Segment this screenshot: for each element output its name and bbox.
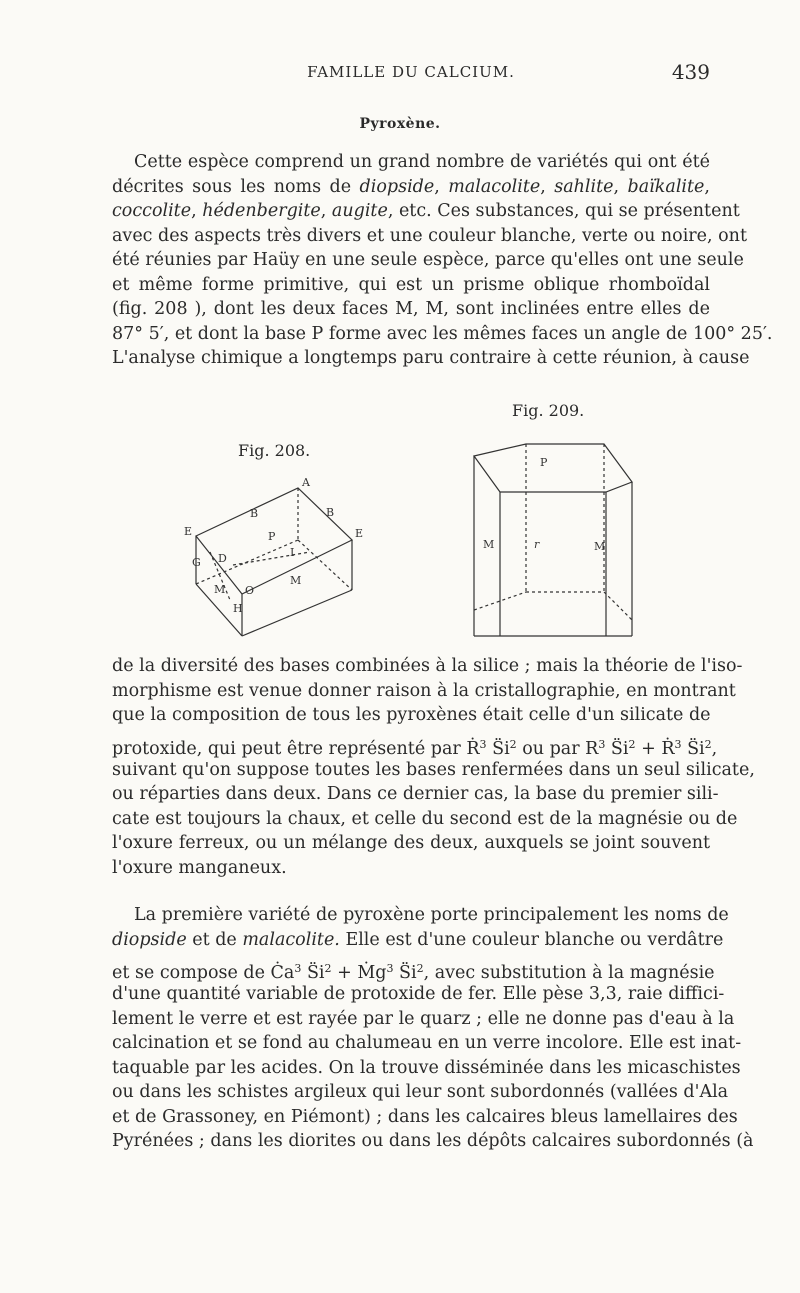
fig208-letter: E [184, 525, 193, 538]
text-line: 87° 5′, et dont la base P forme avec les mêmes faces un angle de 100° 25′. [112, 323, 773, 344]
fig208-letter: O [245, 584, 255, 597]
fig209-letter: r [534, 538, 540, 551]
fig209-letter: M [594, 540, 606, 553]
text-line: et même forme primitive, qui est un prisme oblique rhomboïdal [112, 274, 710, 295]
figure-209-label: Fig. 209. [512, 401, 585, 420]
text-line: et de Grassoney, en Piémont) ; dans les calcaires bleus lamellaires des [112, 1106, 738, 1127]
text-line: L'analyse chimique a longtemps paru contraire à cette réunion, à cause [112, 348, 750, 368]
fig208-letter: M [214, 583, 226, 596]
page-number: 439 [671, 60, 710, 84]
figure-208-drawing [196, 488, 352, 636]
fig209-letter: P [540, 456, 548, 469]
figure-208-label: Fig. 208. [238, 441, 311, 460]
text-line: taquable par les acides. On la trouve disséminée dans les micaschistes [112, 1057, 741, 1078]
text-line: l'oxure manganeux. [112, 857, 287, 878]
text-line: morphisme est venue donner raison à la cristallographie, en montrant [112, 680, 736, 701]
text-line: l'oxure ferreux, ou un mélange des deux, auxquels se joint souvent [112, 833, 710, 853]
paragraph-3 [112, 903, 754, 1154]
fig208-letter: A [302, 476, 310, 489]
text-line: d'une quantité variable de protoxide de fer. Elle pèse 3,3, raie diffici- [112, 984, 725, 1004]
fig208-letter: E [355, 527, 364, 540]
text-line: lement le verre et est rayée par le quarz ; elle ne donne pas d'eau à la [112, 1008, 735, 1029]
paragraph-1 [112, 150, 773, 371]
text-line: (fig. 208 ), dont les deux faces M, M, sont inclinées entre elles de [112, 299, 710, 319]
figure-209-letters [483, 456, 605, 553]
fig208-letter: H [233, 602, 243, 615]
fig209-letter: M [483, 538, 495, 551]
text-line: suivant qu'on suppose toutes les bases renfermées dans un seul silicate, [112, 759, 755, 780]
page-header [112, 60, 710, 86]
formula-line: et se compose de $Ċa^3$ $S̈i^2$ + Ṁg$^3$ $S̈i^2$, avec substitution à la magnésie [112, 962, 715, 983]
fig208-letter: B [326, 506, 335, 519]
formula-line: protoxide, qui peut être représenté par Ṙ$^3$ $S̈i^2$ ou par $R^3$ $S̈i^2$ + Ṙ$^3$ $S̈i^2$, [112, 737, 718, 759]
text-line: cate est toujours la chaux, et celle du second est de la magnésie ou de [112, 808, 738, 829]
fig208-letter: P [268, 530, 276, 543]
text-line: ou dans les schistes argileux qui leur sont subordonnés (vallées d'Ala [112, 1082, 729, 1102]
figure-208-letters [184, 476, 363, 615]
text-line: de la diversité des bases combinées à la silice ; mais la théorie de l'iso- [112, 656, 743, 676]
text-line: coccolite, hédenbergite, augite, etc. Ces substances, qui se présentent [112, 201, 740, 221]
fig208-letter: D [218, 552, 227, 565]
text-line: Cette espèce comprend un grand nombre de variétés qui ont été [134, 152, 710, 172]
text-line: été réunies par Haüy en une seule espèce, parce qu'elles ont une seule [112, 250, 744, 270]
text-line: diopside et de malacolite. Elle est d'une couleur blanche ou verdâtre [112, 929, 724, 950]
text-line: avec des aspects très divers et une couleur blanche, verte ou noire, ont [112, 225, 747, 246]
text-line: calcination et se fond au chalumeau en un verre incolore. Elle est inat- [112, 1033, 742, 1053]
text-line: ou réparties dans deux. Dans ce dernier cas, la base du premier sili- [112, 784, 719, 804]
section-title: Pyroxène. [359, 116, 441, 132]
text-line: décrites sous les noms de diopside, malacolite, sahlite, baïkalite, [112, 176, 710, 197]
figure-209-drawing [474, 444, 632, 636]
fig208-letter: G [192, 556, 201, 569]
running-title: FAMILLE DU CALCIUM. [307, 63, 515, 81]
fig208-letter: B [250, 507, 259, 520]
text-line: La première variété de pyroxène porte principalement les noms de [134, 905, 729, 925]
paragraph-2 [112, 654, 755, 880]
text-line: Pyrénées ; dans les diorites ou dans les dépôts calcaires subordonnés (à [112, 1131, 754, 1151]
fig208-letter: M [290, 574, 302, 587]
fig208-letter: I [290, 546, 295, 559]
text-line: que la composition de tous les pyroxènes était celle d'un silicate de [112, 705, 711, 725]
